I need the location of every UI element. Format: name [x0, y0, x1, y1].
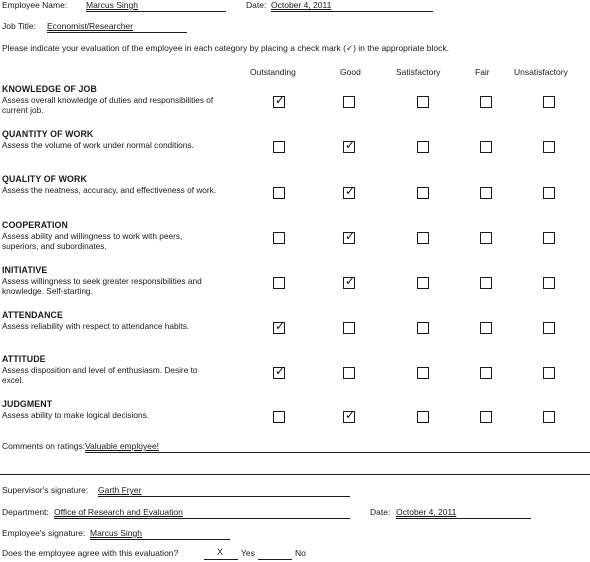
checkbox-outstanding[interactable] — [273, 232, 285, 244]
category-judgment — [2, 399, 217, 420]
checkbox-good[interactable] — [343, 274, 356, 289]
department-label: Department: — [2, 507, 49, 517]
category-initiative — [2, 265, 217, 297]
checkbox-outstanding[interactable] — [273, 141, 285, 153]
category-title: KNOWLEDGE OF JOB — [2, 84, 97, 94]
check-mark-icon: ✓ — [345, 138, 356, 152]
checkbox-satisfactory[interactable] — [417, 411, 429, 423]
checkbox-good[interactable] — [343, 367, 355, 379]
category-title: QUANTITY OF WORK — [2, 129, 94, 139]
no-label: No — [295, 548, 306, 558]
category-desc: Assess the neatness, accuracy, and effectiveness of work. — [2, 184, 217, 195]
date-value[interactable]: October 4, 2011 — [271, 0, 332, 10]
agree-no-line — [258, 559, 292, 560]
comments-line — [85, 452, 590, 453]
checkbox-fair[interactable] — [480, 232, 492, 244]
category-desc: Assess willingness to seek greater responsibilities and knowledge. Self-starting. — [2, 275, 202, 297]
checkbox-fair[interactable] — [480, 141, 492, 153]
category-quantity-of-work — [2, 129, 217, 150]
checkbox-satisfactory[interactable] — [417, 96, 429, 108]
col-good: Good — [340, 67, 361, 77]
date-line — [271, 11, 433, 12]
checkbox-unsatisfactory[interactable] — [543, 322, 555, 334]
check-mark-icon: ✓ — [345, 229, 356, 243]
category-desc: Assess overall knowledge of duties and responsibilities of current job. — [2, 94, 214, 116]
check-mark-icon: ✓ — [345, 274, 356, 288]
checkbox-unsatisfactory[interactable] — [543, 187, 555, 199]
category-desc: Assess reliability with respect to attendance habits. — [2, 320, 190, 331]
category-cooperation — [2, 220, 217, 252]
employee-signature-label: Employee's signature: — [2, 528, 86, 538]
checkbox-satisfactory[interactable] — [417, 187, 429, 199]
category-title: JUDGMENT — [2, 399, 53, 409]
department-value[interactable]: Office of Research and Evaluation — [54, 507, 183, 517]
checkbox-satisfactory[interactable] — [417, 322, 429, 334]
employee-name-label: Employee Name: — [2, 0, 68, 10]
yes-label: Yes — [241, 548, 255, 558]
employee-signature-line — [90, 539, 230, 540]
footer-date-value[interactable]: October 4, 2011 — [396, 507, 457, 517]
col-unsatisfactory: Unsatisfactory — [514, 67, 568, 77]
category-quality-of-work — [2, 174, 217, 195]
job-title-line — [47, 32, 187, 33]
comments-value[interactable]: Valuable employee! — [85, 441, 160, 451]
check-mark-icon: ✓ — [275, 93, 286, 107]
category-title: INITIATIVE — [2, 265, 48, 275]
footer-date-label: Date: — [370, 507, 391, 517]
supervisor-label: Supervisor's signature: — [2, 485, 89, 495]
checkbox-good[interactable] — [343, 184, 356, 199]
employee-name-line — [86, 11, 226, 12]
checkbox-unsatisfactory[interactable] — [543, 141, 555, 153]
checkbox-satisfactory[interactable] — [417, 141, 429, 153]
category-title: QUALITY OF WORK — [2, 174, 87, 184]
supervisor-line — [98, 496, 350, 497]
job-title-label: Job Title: — [2, 21, 37, 31]
checkbox-fair[interactable] — [480, 187, 492, 199]
col-outstanding: Outstanding — [250, 67, 296, 77]
category-attitude — [2, 354, 217, 386]
checkbox-good[interactable] — [343, 96, 355, 108]
checkbox-fair[interactable] — [480, 277, 492, 289]
checkbox-satisfactory[interactable] — [417, 277, 429, 289]
comments-label: Comments on ratings: — [2, 441, 86, 451]
checkbox-good[interactable] — [343, 229, 356, 244]
checkbox-good[interactable] — [343, 408, 356, 423]
checkbox-satisfactory[interactable] — [417, 367, 429, 379]
category-desc: Assess ability and willingness to work with peers, superiors, and subordinates. — [2, 230, 183, 252]
checkbox-unsatisfactory[interactable] — [543, 96, 555, 108]
category-knowledge-of-job — [2, 84, 217, 116]
checkbox-good[interactable] — [343, 138, 356, 153]
checkbox-outstanding[interactable] — [273, 364, 286, 379]
checkbox-outstanding[interactable] — [273, 93, 286, 108]
check-mark-icon: ✓ — [345, 408, 356, 422]
checkbox-unsatisfactory[interactable] — [543, 367, 555, 379]
employee-name-value[interactable]: Marcus Singh — [86, 0, 138, 10]
category-desc: Assess the volume of work under normal conditions. — [2, 139, 194, 150]
category-title: ATTENDANCE — [2, 310, 63, 320]
checkbox-unsatisfactory[interactable] — [543, 411, 555, 423]
instructions: Please indicate your evaluation of the employee in each category by placing a check mark (✓) in the appropriate block. — [2, 43, 450, 53]
department-line — [54, 518, 350, 519]
comments-extra-line — [0, 474, 590, 475]
checkbox-fair[interactable] — [480, 96, 492, 108]
check-mark-icon: ✓ — [275, 364, 286, 378]
employee-signature-value[interactable]: Marcus Singh — [90, 528, 142, 538]
checkbox-fair[interactable] — [480, 411, 492, 423]
checkbox-unsatisfactory[interactable] — [543, 277, 555, 289]
agree-mark[interactable]: X — [217, 547, 224, 557]
checkbox-outstanding[interactable] — [273, 277, 285, 289]
footer-date-line — [396, 518, 531, 519]
checkbox-fair[interactable] — [480, 367, 492, 379]
checkbox-outstanding[interactable] — [273, 411, 285, 423]
category-title: ATTITUDE — [2, 354, 46, 364]
date-label: Date: — [246, 0, 267, 10]
category-desc: Assess ability to make logical decisions. — [2, 409, 150, 420]
agree-yes-line — [204, 559, 238, 560]
col-fair: Fair — [475, 67, 490, 77]
checkbox-good[interactable] — [343, 322, 355, 334]
supervisor-value[interactable]: Garth Fryer — [98, 485, 142, 495]
col-satisfactory: Satisfactory — [396, 67, 441, 77]
checkbox-unsatisfactory[interactable] — [543, 232, 555, 244]
checkbox-fair[interactable] — [480, 322, 492, 334]
checkbox-outstanding[interactable] — [273, 187, 285, 199]
category-desc: Assess disposition and level of enthusiasm. Desire to excel. — [2, 364, 198, 386]
agree-question: Does the employee agree with this evaluation? — [2, 548, 179, 558]
checkbox-outstanding[interactable] — [273, 319, 286, 334]
job-title-value[interactable]: Economist/Researcher — [47, 21, 133, 31]
category-attendance — [2, 310, 217, 331]
check-mark-icon: ✓ — [275, 319, 286, 333]
check-mark-icon: ✓ — [345, 184, 356, 198]
category-title: COOPERATION — [2, 220, 68, 230]
checkbox-satisfactory[interactable] — [417, 232, 429, 244]
